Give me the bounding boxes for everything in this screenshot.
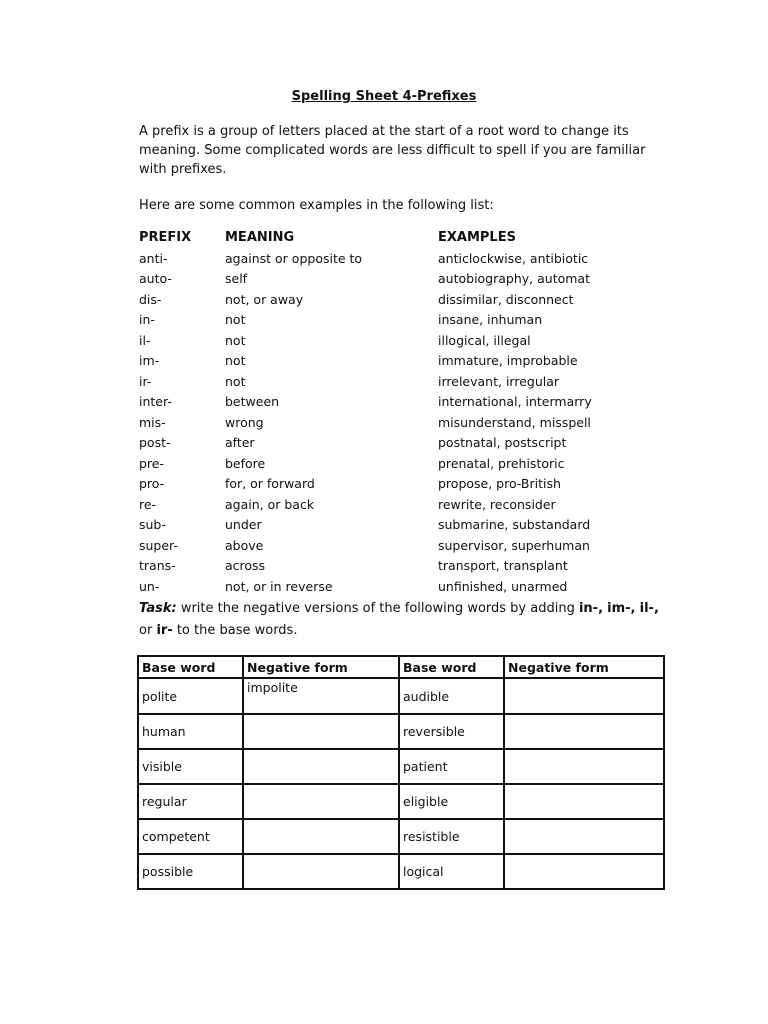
examples-cell: illogical, illegal bbox=[438, 332, 531, 348]
task-label: Task: bbox=[139, 601, 177, 616]
negative-form-cell[interactable] bbox=[504, 784, 664, 819]
prefix-cell: post- bbox=[139, 435, 171, 450]
prefix-cell: il- bbox=[139, 332, 151, 348]
worksheet-row bbox=[138, 854, 664, 889]
examples-cell: supervisor, superhuman bbox=[438, 537, 590, 553]
header-base-word: Base word bbox=[138, 656, 243, 678]
meaning-cell: not bbox=[225, 312, 246, 327]
examples-cell: insane, inhuman bbox=[438, 312, 543, 327]
prefix-cell: inter- bbox=[139, 394, 172, 409]
worksheet-row bbox=[138, 819, 664, 854]
prefix-row bbox=[139, 251, 699, 272]
negative-form-cell[interactable] bbox=[243, 784, 399, 819]
prefix-ir: ir- bbox=[156, 623, 173, 638]
negative-form-cell[interactable] bbox=[243, 819, 399, 854]
prefix-cell: auto- bbox=[139, 271, 172, 286]
negative-form-cell[interactable] bbox=[504, 678, 664, 714]
examples-cell: transport, transplant bbox=[438, 558, 568, 573]
examples-cell: unfinished, unarmed bbox=[438, 578, 568, 594]
header-negative-form: Negative form bbox=[504, 656, 664, 678]
negative-form-cell[interactable] bbox=[504, 714, 664, 749]
prefix-list-header bbox=[139, 230, 699, 251]
meaning-cell: again, or back bbox=[225, 496, 315, 512]
meaning-cell: after bbox=[225, 435, 255, 450]
list-intro-text: Here are some common examples in the following list: bbox=[139, 198, 494, 213]
prefix-cell: im- bbox=[139, 353, 160, 368]
header-prefix: PREFIX bbox=[139, 230, 192, 245]
meaning-cell: against or opposite to bbox=[225, 250, 363, 266]
examples-cell: dissimilar, disconnect bbox=[438, 291, 574, 307]
base-word-cell: audible bbox=[399, 678, 504, 714]
intro-paragraph: A prefix is a group of letters placed at the start of a root word to change its meaning. Some complicated words are less difficult to spell if you are familiar with prefixes. bbox=[139, 124, 646, 177]
prefix-row bbox=[139, 353, 699, 374]
meaning-cell: not bbox=[225, 332, 246, 348]
prefix-row bbox=[139, 292, 699, 313]
examples-cell: autobiography, automat bbox=[438, 271, 590, 286]
prefix-cell: dis- bbox=[139, 291, 162, 307]
prefix-row bbox=[139, 476, 699, 497]
examples-cell: propose, pro-British bbox=[438, 476, 561, 491]
examples-cell: international, intermarry bbox=[438, 394, 592, 409]
header-examples: EXAMPLES bbox=[438, 230, 516, 245]
prefix-row bbox=[139, 435, 699, 456]
prefix-row bbox=[139, 394, 699, 415]
worksheet-table bbox=[137, 655, 665, 890]
meaning-cell: for, or forward bbox=[225, 476, 315, 491]
task-separator: or bbox=[139, 623, 157, 638]
header-meaning: MEANING bbox=[225, 230, 295, 245]
prefix-cell: in- bbox=[139, 312, 155, 327]
prefix-cell: sub- bbox=[139, 517, 166, 532]
prefix-row bbox=[139, 374, 699, 395]
meaning-cell: not bbox=[225, 373, 246, 389]
prefix-row bbox=[139, 538, 699, 559]
examples-cell: rewrite, reconsider bbox=[438, 496, 556, 512]
prefix-row bbox=[139, 333, 699, 354]
prefix-row bbox=[139, 517, 699, 538]
examples-cell: misunderstand, misspell bbox=[438, 414, 591, 430]
base-word-cell: resistible bbox=[399, 819, 504, 854]
prefix-cell: re- bbox=[139, 496, 157, 512]
prefix-row bbox=[139, 271, 699, 292]
worksheet-header-row bbox=[138, 656, 664, 678]
negative-form-cell[interactable] bbox=[243, 714, 399, 749]
negative-form-cell[interactable] bbox=[504, 819, 664, 854]
prefix-list bbox=[139, 230, 699, 599]
prefix-row bbox=[139, 312, 699, 333]
base-word-cell: reversible bbox=[399, 714, 504, 749]
negative-form-cell[interactable]: impolite bbox=[243, 678, 399, 714]
task-instructions bbox=[139, 598, 669, 642]
header-base-word: Base word bbox=[399, 656, 504, 678]
task-text-end: to the base words. bbox=[172, 623, 298, 638]
base-word-cell: competent bbox=[138, 819, 243, 854]
prefix-cell: pre- bbox=[139, 455, 164, 471]
negative-form-cell[interactable] bbox=[504, 854, 664, 889]
prefix-cell: ir- bbox=[139, 373, 152, 389]
base-word-cell: regular bbox=[138, 784, 243, 819]
negative-form-cell[interactable] bbox=[243, 854, 399, 889]
examples-cell: immature, improbable bbox=[438, 353, 578, 368]
base-word-cell: visible bbox=[138, 749, 243, 784]
negative-form-cell[interactable] bbox=[243, 749, 399, 784]
prefix-il: il-, bbox=[639, 601, 659, 616]
prefix-cell: un- bbox=[139, 578, 160, 594]
negative-form-cell[interactable] bbox=[504, 749, 664, 784]
worksheet-row bbox=[138, 714, 664, 749]
prefix-row bbox=[139, 497, 699, 518]
meaning-cell: self bbox=[225, 271, 248, 286]
meaning-cell: under bbox=[225, 517, 262, 532]
prefix-row bbox=[139, 579, 699, 600]
prefix-im: im-, bbox=[607, 601, 636, 616]
examples-cell: anticlockwise, antibiotic bbox=[438, 250, 589, 266]
examples-cell: irrelevant, irregular bbox=[438, 373, 560, 389]
base-word-cell: logical bbox=[399, 854, 504, 889]
meaning-cell: wrong bbox=[225, 414, 264, 430]
examples-cell: submarine, substandard bbox=[438, 517, 591, 532]
prefix-cell: pro- bbox=[139, 476, 165, 491]
meaning-cell: not, or in reverse bbox=[225, 578, 333, 594]
prefix-row bbox=[139, 456, 699, 477]
prefix-cell: mis- bbox=[139, 414, 166, 430]
prefix-cell: trans- bbox=[139, 558, 176, 573]
examples-cell: prenatal, prehistoric bbox=[438, 455, 565, 471]
header-negative-form: Negative form bbox=[243, 656, 399, 678]
worksheet-row bbox=[138, 678, 664, 714]
meaning-cell: above bbox=[225, 537, 264, 553]
meaning-cell: across bbox=[225, 558, 266, 573]
worksheet-row bbox=[138, 749, 664, 784]
prefix-row bbox=[139, 415, 699, 436]
base-word-cell: possible bbox=[138, 854, 243, 889]
base-word-cell: human bbox=[138, 714, 243, 749]
meaning-cell: not bbox=[225, 353, 246, 368]
prefix-cell: anti- bbox=[139, 250, 168, 266]
prefix-cell: super- bbox=[139, 537, 178, 553]
base-word-cell: eligible bbox=[399, 784, 504, 819]
task-text: write the negative versions of the following words by adding bbox=[176, 601, 579, 616]
meaning-cell: between bbox=[225, 394, 280, 409]
page-title: Spelling Sheet 4-Prefixes bbox=[291, 89, 477, 104]
worksheet-row bbox=[138, 784, 664, 819]
meaning-cell: before bbox=[225, 455, 266, 471]
prefix-in: in-, bbox=[578, 601, 604, 616]
examples-cell: postnatal, postscript bbox=[438, 435, 567, 450]
meaning-cell: not, or away bbox=[225, 291, 304, 307]
base-word-cell: polite bbox=[138, 678, 243, 714]
base-word-cell: patient bbox=[399, 749, 504, 784]
prefix-row bbox=[139, 558, 699, 579]
